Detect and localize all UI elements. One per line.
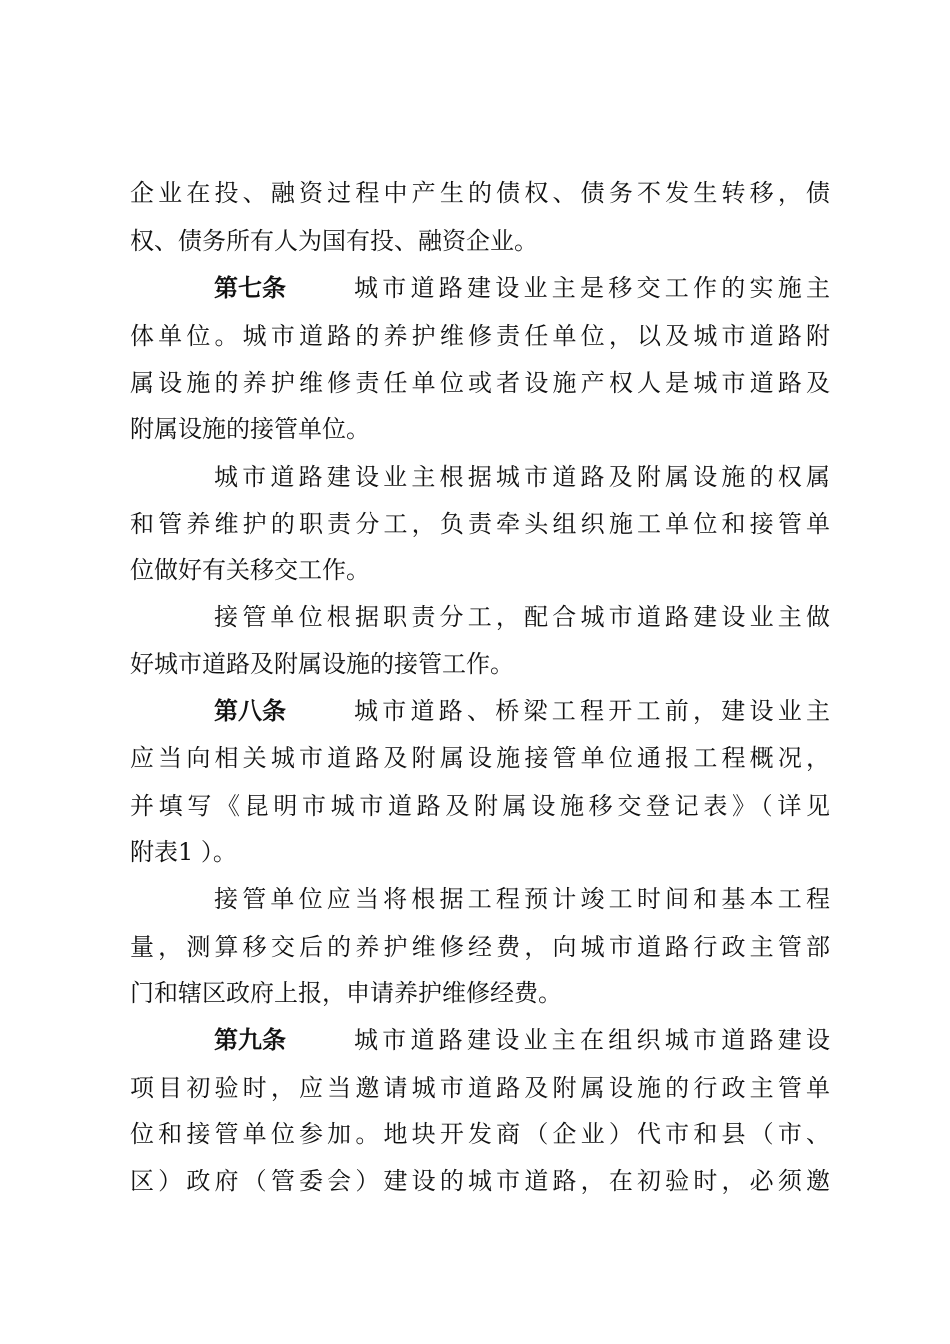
text-line: 城市道路建设业主根据城市道路及附属设施的权属 (214, 463, 830, 491)
text-line: 应当向相关城市道路及附属设施接管单位通报工程概况， (130, 744, 830, 772)
article-heading-line (214, 694, 830, 728)
text-line: 并填写《昆明市城市道路及附属设施移交登记表》（详见 (130, 792, 830, 820)
article-number: 第七条 (214, 274, 286, 302)
text-line: 属设施的养护维修责任单位或者设施产权人是城市道路及 (130, 369, 830, 397)
text-line: 区）政府（管委会）建设的城市道路，在初验时，必须邀 (130, 1167, 830, 1195)
text-line: 好城市道路及附属设施的接管工作。 (130, 650, 514, 678)
text-line: 城市道路建设业主在组织城市道路建设 (354, 1026, 830, 1054)
text-line: 位和接管单位参加。地块开发商（企业）代市和县（市、 (130, 1120, 830, 1148)
text-line: 城市道路建设业主是移交工作的实施主 (354, 274, 830, 302)
article-number: 第九条 (214, 1026, 286, 1054)
text-line: 体单位。城市道路的养护维修责任单位，以及城市道路附 (130, 322, 830, 350)
text-line: 门和辖区政府上报，申请养护维修经费。 (130, 979, 562, 1007)
text-line: 城市道路、桥梁工程开工前，建设业主 (354, 697, 830, 725)
text-line: 项目初验时，应当邀请城市道路及附属设施的行政主管单 (130, 1074, 830, 1102)
text-line: 权、债务所有人为国有投、融资企业。 (130, 227, 538, 255)
article-heading-line (214, 271, 830, 305)
text-line: 附表1 ）。 (130, 838, 237, 866)
article-number: 第八条 (214, 697, 286, 725)
text-line: 量，测算移交后的养护维修经费，向城市道路行政主管部 (130, 933, 830, 961)
article-heading-line (214, 1023, 830, 1057)
text-line: 接管单位根据职责分工，配合城市道路建设业主做 (214, 603, 830, 631)
text-line: 和管养维护的职责分工，负责牵头组织施工单位和接管单 (130, 510, 830, 538)
text-line: 附属设施的接管单位。 (130, 415, 370, 443)
text-line: 接管单位应当将根据工程预计竣工时间和基本工程 (214, 885, 830, 913)
text-line: 位做好有关移交工作。 (130, 556, 370, 584)
text-line: 企业在投、融资过程中产生的债权、债务不发生转移，债 (130, 179, 830, 207)
